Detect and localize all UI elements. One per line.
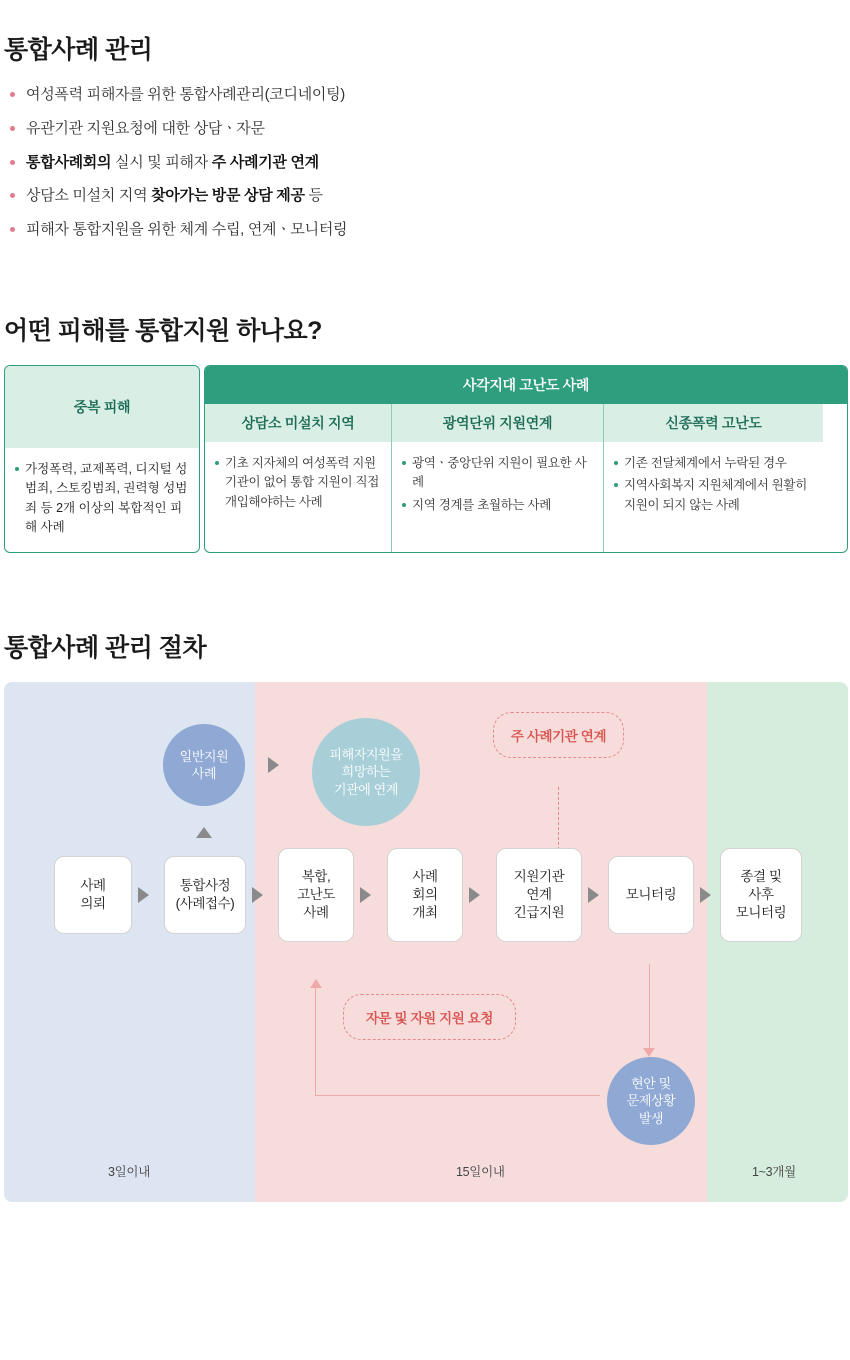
list-item: 기존 전달체계에서 누락된 경우 — [614, 454, 813, 473]
table-right-header: 사각지대 고난도 사례 — [205, 366, 847, 404]
list-item: 여성폭력 피해자를 위한 통합사례관리(코디네이팅) — [4, 84, 848, 106]
callout-main-agency-link: 주 사례기관 연계 — [493, 712, 624, 758]
list-item: 광역ㆍ중앙단위 지원이 필요한 사례 — [402, 454, 593, 493]
process-flow-diagram — [4, 682, 848, 1202]
table-left-block — [4, 365, 200, 554]
support-scope-table — [4, 365, 848, 554]
circle-general-support: 일반지원 사례 — [163, 724, 245, 806]
section1-title: 통합사례 관리 — [4, 36, 153, 64]
node-case-meeting: 사례 회의 개최 — [387, 848, 463, 942]
list-item: 지역사회복지 지원체계에서 원활히 지원이 되지 않는 사례 — [614, 476, 813, 515]
table-subheader-1: 상담소 미설치 지역 — [205, 404, 391, 442]
circle-link-agency: 피해자지원을 희망하는 기관에 연계 — [312, 718, 420, 826]
arrow-n2-n3 — [252, 887, 263, 903]
table-body-row — [205, 442, 847, 553]
node-monitoring: 모니터링 — [608, 856, 694, 934]
callout-consult-request: 자문 및 자원 지원 요청 — [343, 994, 516, 1040]
table-left-body — [5, 448, 199, 553]
node-agency-link-emergency-support: 지원기관 연계 긴급지원 — [496, 848, 582, 942]
band-label-2: 15일이내 — [456, 1165, 505, 1180]
list-item: 유관기관 지원요청에 대한 상담ㆍ자문 — [4, 118, 848, 140]
list-item: 통합사례회의 실시 및 피해자 주 사례기관 연계 — [4, 152, 848, 174]
table-subheader-row — [205, 404, 847, 442]
list-item: 기초 지자체의 여성폭력 지원 기관이 없어 통합 지원이 직접 개입해야하는 사례 — [215, 454, 381, 512]
section-process-flow — [4, 628, 848, 1202]
arrow-up-node3 — [310, 979, 322, 988]
section3-title: 통합사례 관리 절차 — [4, 634, 207, 663]
table-cell-2 — [391, 442, 603, 553]
arrow-n4-n5 — [469, 887, 480, 903]
list-item: 피해자 통합지원을 위한 체계 수립, 연계ㆍ모니터링 — [4, 219, 848, 241]
table-cell-3 — [603, 442, 823, 553]
arrow-down-circle3 — [643, 1048, 655, 1057]
node-integrated-assessment: 통합사정 (사례접수) — [164, 856, 246, 934]
node-complex-highdifficulty-case: 복합, 고난도 사례 — [278, 848, 354, 942]
node-close-followup: 종결 및 사후 모니터링 — [720, 848, 802, 942]
table-cell-1 — [205, 442, 391, 553]
band-label-1: 3일이내 — [108, 1165, 150, 1180]
arrow-up-circle1 — [196, 827, 212, 838]
circle-issue-occurrence: 현안 및 문제상황 발생 — [607, 1057, 695, 1145]
list-item: 지역 경계를 초월하는 사례 — [402, 496, 593, 515]
section1-bullet-list — [4, 84, 848, 241]
node-case-referral: 사례 의뢰 — [54, 856, 132, 934]
connector-circle3-to-node3 — [315, 1095, 600, 1097]
connector-vertical-to-node3 — [315, 987, 317, 1096]
arrow-n1-n2 — [138, 887, 149, 903]
table-left-header: 중복 피해 — [5, 366, 199, 448]
table-subheader-3: 신종폭력 고난도 — [603, 404, 823, 442]
arrow-n6-n7 — [700, 887, 711, 903]
table-right-block — [204, 365, 848, 554]
arrow-n3-n4 — [360, 887, 371, 903]
arrow-n5-n6 — [588, 887, 599, 903]
table-subheader-2: 광역단위 지원연계 — [391, 404, 603, 442]
list-item: 가정폭력, 교제폭력, 디지털 성범죄, 스토킹범죄, 권력형 성범죄 등 2개 이상의 복합적인 피해 사례 — [15, 460, 189, 538]
band-label-3: 1~3개월 — [752, 1165, 796, 1180]
section-integrated-case-management — [4, 0, 848, 241]
section2-title: 어떤 피해를 통합지원 하나요? — [4, 316, 322, 345]
arrow-circle1-to-circle2 — [268, 757, 279, 773]
connector-node6-to-circle3 — [649, 964, 651, 1050]
section-support-scope — [4, 311, 848, 554]
list-item: 상담소 미설치 지역 찾아가는 방문 상담 제공 등 — [4, 185, 848, 207]
